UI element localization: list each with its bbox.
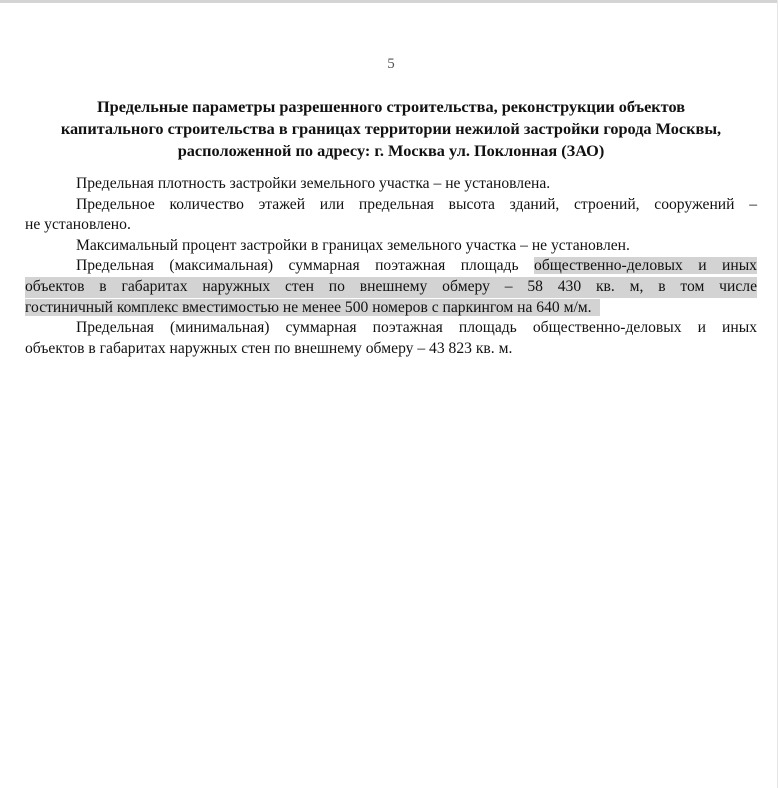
paragraph-min-area-line-2: объектов в габаритах наружных стен по внешнему обмеру – 43 823 кв. м. [25,339,513,357]
paragraph-max-area-line-3 [25,298,757,319]
heading-line-3: расположенной по адресу: г. Москва ул. Поклонная (ЗАО) [177,141,605,160]
paragraph-floors-line-2: не установлено. [25,216,131,234]
document-body [25,174,757,359]
document-heading [25,96,757,162]
paragraph-coverage [25,236,757,257]
paragraph-floors [25,195,757,236]
highlighted-text-3: гостиничный комплекс вместимостью не менее 500 номеров с паркингом на 640 м/м. [25,299,600,316]
window-top-border [0,0,778,3]
paragraph-density-text: Предельная плотность застройки земельного участка – не установлена. [76,175,551,192]
paragraph-min-area-line-1: Предельная (минимальная) суммарная поэтажная площадь общественно-деловых и иных [76,319,757,337]
paragraph-max-area-line-1 [25,256,757,277]
paragraph-coverage-text: Максимальный процент застройки в границах земельного участка – не установлен. [76,236,630,254]
paragraph-density [25,174,757,195]
heading-line-2: капитального строительства в границах территории нежилой застройки города Москвы, [60,119,722,138]
paragraph-floors-line-1: Предельное количество этажей или предельная высота зданий, строений, сооружений – [76,195,757,213]
heading-line-1: Предельные параметры разрешенного строительства, реконструкции объектов [96,97,685,116]
highlighted-text-1: общественно-деловых и иных [534,257,757,275]
paragraph-max-area-prefix: Предельная (максимальная) суммарная поэтажная площадь [76,257,535,275]
paragraph-min-area [25,318,757,359]
page-number: 5 [387,56,395,72]
paragraph-max-area [25,256,757,318]
highlighted-text-2: объектов в габаритах наружных стен по внешнему обмеру – 58 430 кв. м, в том числе [25,277,757,298]
